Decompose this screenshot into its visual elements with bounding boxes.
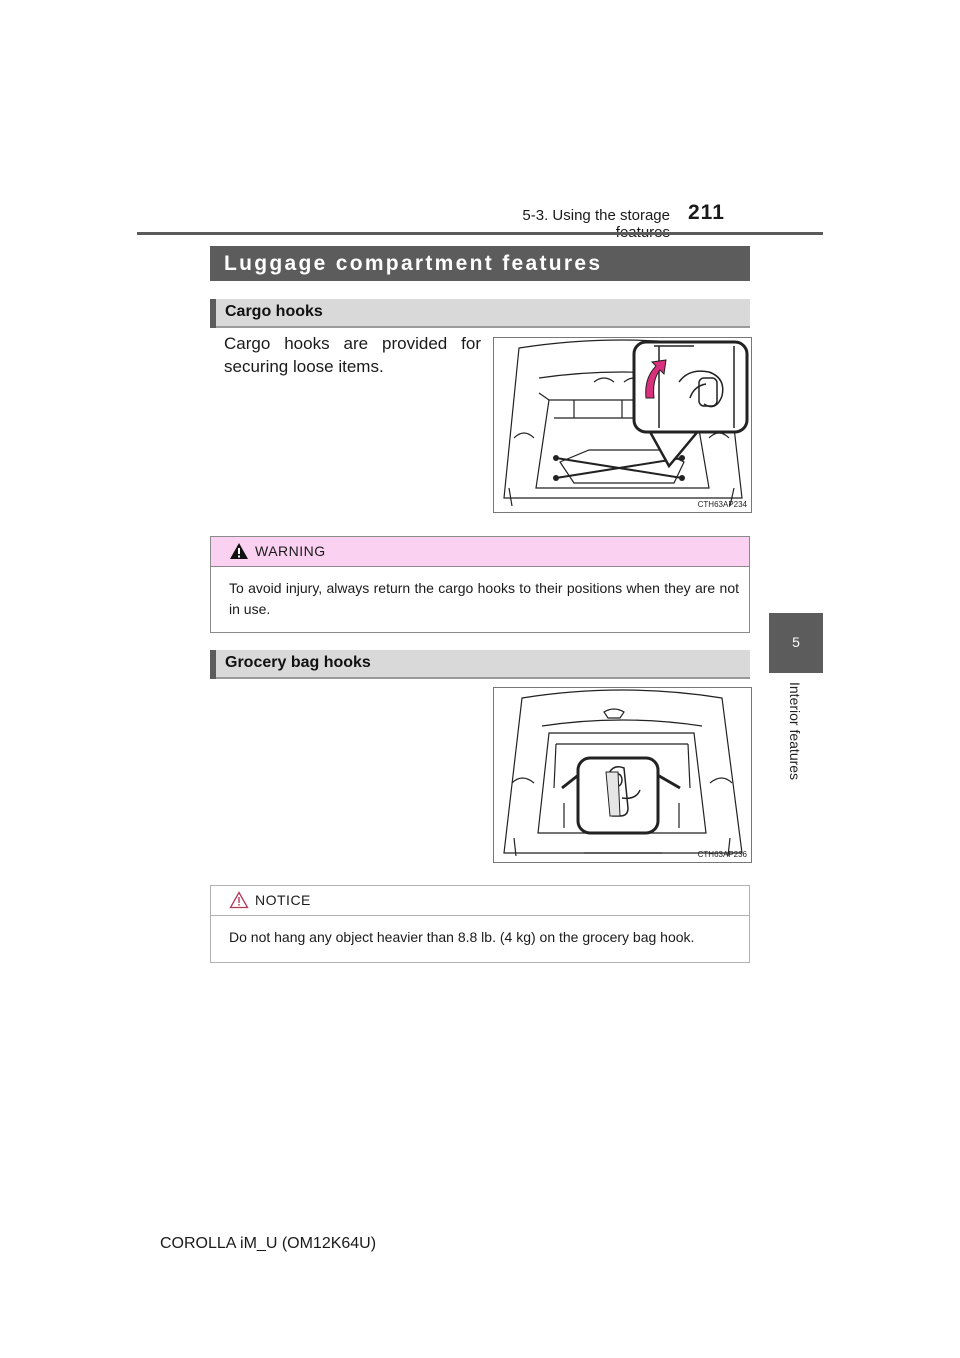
figure-code: CTH63AP234	[697, 500, 747, 509]
subheading-cargo-hooks	[210, 299, 750, 328]
chapter-tab	[769, 613, 823, 673]
subheading-grocery-bag-hooks	[210, 650, 750, 679]
footer-model-code: COROLLA iM_U (OM12K64U)	[160, 1235, 377, 1252]
warning-label: WARNING	[255, 543, 326, 559]
cargo-hooks-description: Cargo hooks are provided for securing loose items.	[224, 334, 481, 376]
subheading-cargo-hooks-text: Cargo hooks	[225, 303, 323, 320]
section-heading	[210, 246, 750, 281]
warning-text: To avoid injury, always return the cargo hooks to their positions when they are not in use.	[229, 580, 739, 617]
chapter-number: 5	[792, 634, 800, 650]
warning-triangle-icon	[229, 542, 249, 560]
chapter-title: Interior features	[787, 682, 803, 781]
notice-header	[211, 886, 749, 916]
section-heading-text: Luggage compartment features	[224, 252, 603, 275]
subheading-grocery-bag-hooks-text: Grocery bag hooks	[225, 654, 371, 671]
notice-box	[210, 885, 750, 963]
header-rule	[137, 232, 823, 235]
grocery-hook-drawing	[494, 688, 751, 862]
warning-header	[211, 537, 749, 567]
caution-triangle-icon	[229, 891, 249, 909]
running-header-section: 5-3. Using the storage	[522, 207, 670, 224]
notice-text: Do not hang any object heavier than 8.8 lb. (4 kg) on the grocery bag hook.	[229, 929, 695, 945]
notice-label: NOTICE	[255, 892, 311, 908]
page-number: 211	[688, 201, 725, 224]
cargo-hook-illustration	[493, 337, 752, 513]
grocery-bag-hook-illustration	[493, 687, 752, 863]
warning-box	[210, 536, 750, 633]
cargo-hook-drawing	[494, 338, 751, 512]
figure-code: CTH63AP236	[697, 850, 747, 859]
